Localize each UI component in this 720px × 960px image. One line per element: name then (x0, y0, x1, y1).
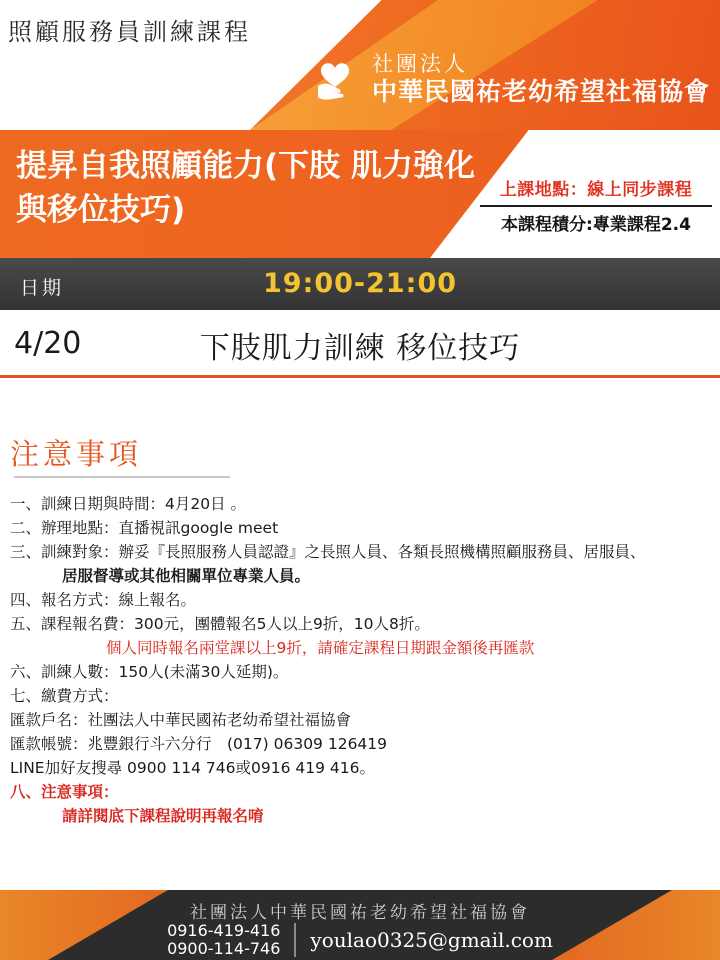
notes-title: 注意事項 (10, 437, 143, 471)
course-title: 提昇自我照顧能力(下肢 肌力強化與移位技巧) (16, 148, 475, 229)
footer-phones (167, 922, 280, 959)
notes-line: 一、訓練日期與時間：4月20日 。 (10, 495, 247, 513)
org-name-line2: 中華民國祐老幼希望社福協會 (371, 76, 710, 106)
notes-line: 匯款戶名：社團法人中華民國祐老幼希望社福協會 (10, 711, 352, 730)
notes-line: 請詳閱底下課程說明再報名唷 (62, 807, 264, 826)
organization-logo (308, 52, 710, 106)
notes-line: LINE加好友搜尋 0900 114 746或0916 419 416。 (10, 759, 375, 778)
footer-phone-1: 0916-419-416 (167, 921, 281, 940)
heart-hand-icon (308, 52, 362, 106)
notes-line: 三、訓練對象：辦妥『長照服務人員認證』之長照人員、各類長照機構照顧服務員、居服員、 (10, 543, 646, 562)
course-credits: 本課程積分:專業課程2.4 (501, 215, 691, 235)
course-kicker: 照顧服務員訓練課程 (8, 18, 251, 46)
session-date: 4/20 (14, 326, 82, 361)
footer-phone-2: 0900-114-746 (167, 939, 281, 959)
schedule-header (0, 258, 720, 310)
info-divider (480, 205, 712, 207)
schedule-time: 19:00-21:00 (262, 268, 458, 299)
notes-divider (14, 476, 230, 478)
header-band (0, 0, 720, 130)
notes-line: 八、注意事項： (10, 783, 119, 802)
notes-line: 七、繳費方式： (10, 687, 119, 706)
org-name-line1: 社團法人 (371, 52, 468, 76)
course-location: 上課地點：線上同步課程 (499, 180, 693, 200)
notes-body (10, 492, 710, 828)
notes-line: 二、辦理地點：直播視訊google meet (10, 519, 279, 538)
footer-contact (0, 922, 720, 959)
notes-line: 六、訓練人數：150人(未滿30人延期)。 (10, 663, 289, 682)
footer-divider (294, 923, 296, 957)
footer-band (0, 890, 720, 960)
course-info-box (480, 175, 712, 235)
notes-line: 個人同時報名兩堂課以上9折，請確定課程日期跟金額後再匯款 (106, 639, 535, 658)
notes-line: 五、課程報名費：300元，團體報名5人以上9折，10人8折。 (10, 615, 430, 634)
table-row (0, 310, 720, 378)
session-topic: 下肢肌力訓練 移位技巧 (199, 331, 521, 366)
notes-line: 居服督導或其他相關單位專業人員。 (62, 567, 311, 586)
organization-name (372, 52, 710, 106)
footer-organization: 社團法人中華民國祐老幼希望社福協會 (190, 903, 530, 923)
notes-line: 匯款帳號：兆豐銀行斗六分行 (017) 06309 126419 (10, 735, 388, 754)
schedule-date-label: 日期 (20, 277, 65, 299)
title-band (0, 130, 720, 258)
notes-line: 四、報名方式：線上報名。 (10, 591, 197, 610)
footer-email: youlao0325@gmail.com (310, 928, 553, 953)
